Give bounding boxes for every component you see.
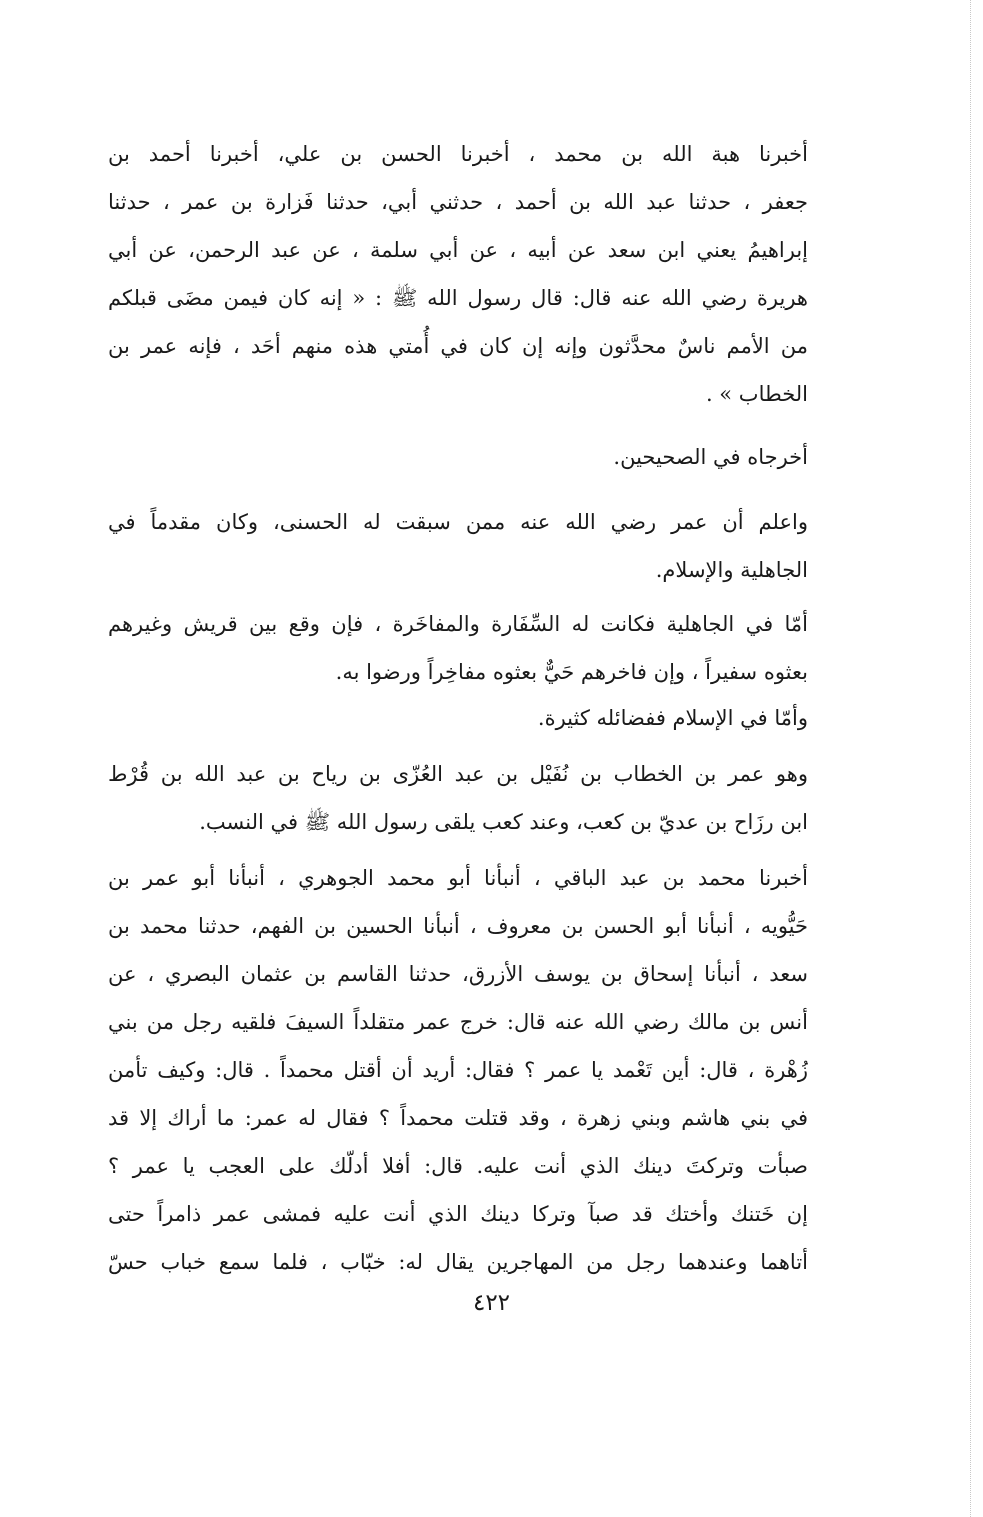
text-line: واعلم أن عمر رضي الله عنه ممن سبقت له الحسنى، وكان مقدماً في (108, 510, 808, 534)
text-line: هريرة رضي الله عنه قال: قال رسول الله ﷺ : « إنه كان فيمن مضَى قبلكم (108, 286, 808, 310)
text-line: حَيُّويه ، أنبأنا أبو الحسن بن معروف ، أنبأنا الحسين بن الفهم، حدثنا محمد بن (108, 914, 808, 938)
text-line: أخبرنا هبة الله بن محمد ، أخبرنا الحسن بن علي، أخبرنا أحمد بن (108, 142, 808, 166)
text-line: في بني هاشم وبني زهرة ، وقد قتلت محمداً ؟ فقال له عمر: ما أراك إلا قد (108, 1106, 808, 1130)
paragraph-jahiliyya (108, 600, 808, 696)
text-line: الجاهلية والإسلام. (655, 558, 808, 582)
text-line: وهو عمر بن الخطاب بن نُفَيْل بن عبد العُزّى بن رياح بن عبد الله بن قُرْط (108, 762, 808, 786)
text-line: ابن رزَاح بن عديّ بن كعب، وعند كعب يلقى رسول الله ﷺ في النسب. (199, 810, 808, 834)
text-line: زُهْرة ، قال: أين تَعْمد يا عمر ؟ فقال: أريد أن أقتل محمداً . قال: وكيف تأمن (108, 1058, 808, 1082)
text-line: جعفر ، حدثنا عبد الله بن أحمد ، حدثني أبي، حدثنا فَزارة بن عمر ، حدثنا (108, 190, 808, 214)
text-line: أخرجاه في الصحيحين. (613, 445, 808, 469)
text-line: صبأت وتركتَ دينك الذي أنت عليه. قال: أفلا أدلّك على العجب يا عمر ؟ (108, 1154, 808, 1178)
text-line: أخبرنا محمد بن عبد الباقي ، أنبأنا أبو محمد الجوهري ، أنبأنا أبو عمر بن (108, 866, 808, 890)
page-number: ٤٢٢ (472, 1290, 511, 1316)
text-line: أمّا في الجاهلية فكانت له السِّفَارة والمفاخَرة ، فإن وقع بين قريش وغيرهم (108, 612, 808, 636)
text-line: سعد ، أنبأنا إسحاق بن يوسف الأزرق، حدثنا القاسم بن عثمان البصري ، عن (108, 962, 808, 986)
paragraph-precedence (108, 498, 808, 594)
paragraph-islam-virtues (108, 694, 808, 742)
text-line: من الأمم ناسٌ محدَّثون وإنه إن كان في أُمتي هذه منهم أحَد ، فإنه عمر بن (108, 334, 808, 358)
text-line: الخطاب » . (705, 382, 808, 406)
paragraph-sahihayn (108, 433, 808, 481)
text-line: إبراهيمُ يعني ابن سعد عن أبيه ، عن أبي سلمة ، عن عبد الرحمن، عن أبي (108, 238, 808, 262)
text-line: أنس بن مالك رضي الله عنه قال: خرج عمر متقلداً السيفَ فلقيه رجل من بني (108, 1010, 808, 1034)
paragraph-hadith-muhaddathun (108, 130, 808, 418)
text-line: إن خَتنك وأختك قد صبآ وتركا دينك الذي أنت عليه فمشى عمر ذامراً حتى (108, 1202, 808, 1226)
paragraph-conversion-story (108, 854, 808, 1286)
text-line: وأمّا في الإسلام ففضائله كثيرة. (537, 706, 808, 730)
paragraph-lineage (108, 750, 808, 846)
text-line: أتاهما وعندهما رجل من المهاجرين يقال له: خبّاب ، فلما سمع خباب حسّ (108, 1250, 808, 1274)
text-line: بعثوه سفيراً ، وإن فاخرهم حَيٌّ بعثوه مفاخِراً ورضوا به. (335, 660, 808, 684)
